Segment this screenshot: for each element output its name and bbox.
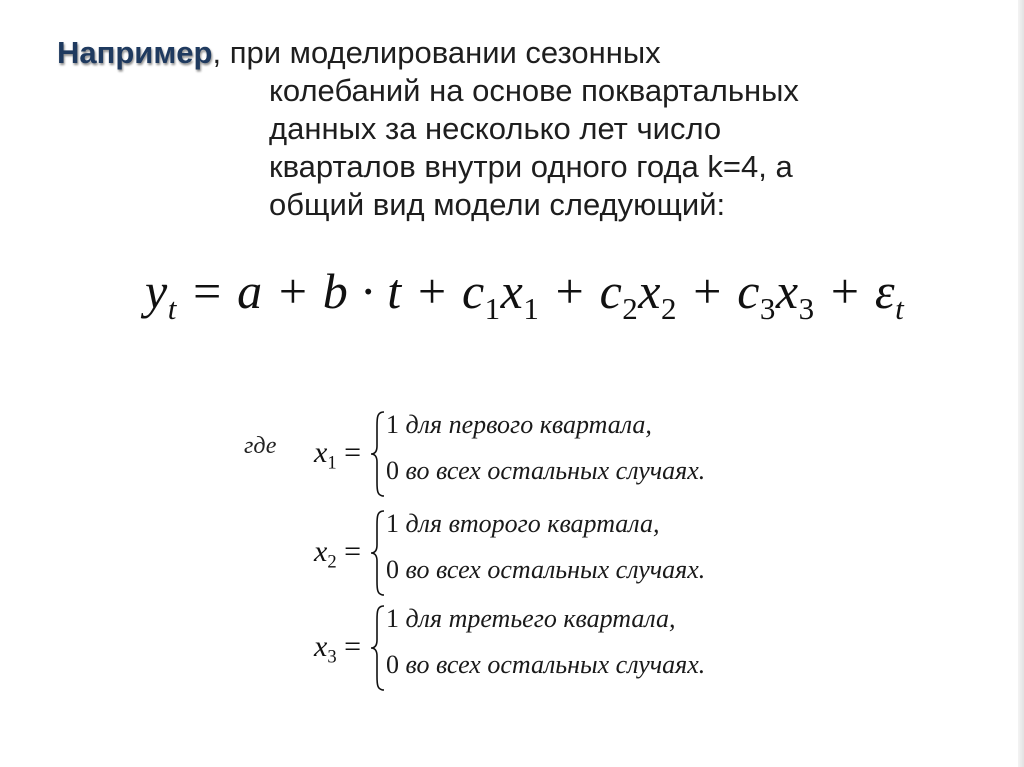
slide-edge-shadow [1018, 0, 1024, 767]
case-value: 1 [386, 410, 399, 439]
definition-x3-case-1 [386, 604, 676, 634]
intro-paragraph [57, 34, 937, 224]
definition-x2 [314, 509, 794, 601]
formula-c2-subscript: 2 [622, 290, 639, 326]
formula-x2-subscript: 2 [660, 290, 677, 326]
formula-epsilon-subscript: t [895, 290, 905, 326]
definition-x1-equals: = [336, 436, 362, 469]
intro-line-1: , при моделировании сезонных [212, 35, 661, 70]
definition-x2-case-1 [386, 509, 659, 539]
definition-x3-var: x [314, 630, 328, 663]
case-value: 1 [386, 509, 399, 538]
case-condition: для второго квартала, [399, 509, 660, 538]
definition-x3-lhs [314, 630, 362, 668]
case-condition: во всех остальных случаях. [399, 555, 706, 584]
where-label: где [244, 433, 277, 459]
definition-x2-lhs [314, 535, 362, 573]
case-value: 0 [386, 456, 399, 485]
definition-x1-case-2 [386, 456, 705, 486]
intro-lead-word: Например [57, 35, 213, 70]
case-value: 0 [386, 650, 399, 679]
definition-x3-equals: = [336, 630, 362, 663]
formula-x3-subscript: 3 [798, 290, 815, 326]
definition-x2-var: x [314, 535, 328, 568]
left-brace-icon [370, 410, 386, 498]
formula-x1: x [500, 263, 524, 319]
definition-x2-equals: = [336, 535, 362, 568]
definition-x1-lhs [314, 436, 362, 474]
definition-x1 [314, 410, 794, 502]
formula-x1-subscript: 1 [523, 290, 540, 326]
formula-part-3: + c [676, 263, 760, 319]
left-brace-icon [370, 604, 386, 692]
definition-x2-index: 2 [327, 551, 337, 573]
formula-part-4: + ε [814, 263, 896, 319]
formula-x3: x [775, 263, 799, 319]
formula-y-subscript: t [167, 290, 177, 326]
definition-x1-index: 1 [327, 452, 337, 474]
definition-x3-index: 3 [327, 646, 337, 668]
intro-line-3: данных за несколько лет число [269, 111, 722, 146]
case-condition: во всех остальных случаях. [399, 650, 706, 679]
case-condition: во всех остальных случаях. [399, 456, 706, 485]
definition-x1-var: x [314, 436, 328, 469]
case-value: 0 [386, 555, 399, 584]
formula-c3-subscript: 3 [759, 290, 776, 326]
formula-y: y [145, 263, 168, 319]
model-formula [145, 262, 905, 326]
formula-part-1: = a + b · t + c [176, 263, 485, 319]
definition-x3 [314, 604, 794, 696]
case-condition: для третьего квартала, [399, 604, 676, 633]
left-brace-icon [370, 509, 386, 597]
intro-line-4: кварталов внутри одного года k=4, а [269, 149, 793, 184]
intro-line-2: колебаний на основе поквартальных [269, 73, 799, 108]
case-condition: для первого квартала, [399, 410, 652, 439]
definition-x2-case-2 [386, 555, 705, 585]
formula-c1-subscript: 1 [484, 290, 501, 326]
formula-part-2: + c [539, 263, 623, 319]
definition-x1-case-1 [386, 410, 652, 440]
definition-x3-case-2 [386, 650, 705, 680]
formula-x2: x [638, 263, 661, 319]
intro-line-5: общий вид модели следующий: [269, 187, 726, 222]
case-value: 1 [386, 604, 399, 633]
